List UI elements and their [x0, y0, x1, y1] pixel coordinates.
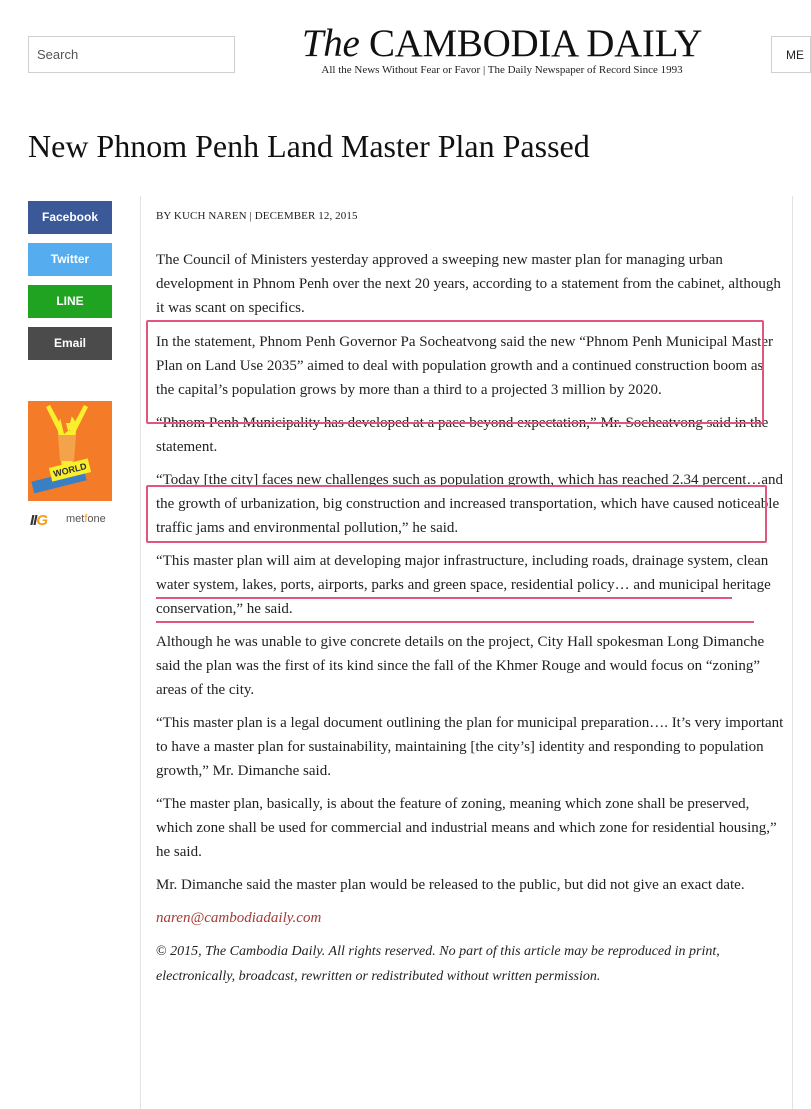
article-headline: New Phnom Penh Land Master Plan Passed	[28, 128, 590, 164]
paragraph: “This master plan is a legal document outlining the plan for municipal preparation…. It’s very important to have a master plan for sustainability, maintaining [the city’s] identity and responding to population growth,” Mr. Dimanche said.	[156, 715, 784, 779]
search-input[interactable]	[29, 37, 234, 72]
metfone-end: one	[87, 513, 106, 525]
sponsor-metfone-logo[interactable]	[66, 513, 106, 525]
metfone-accent: f	[84, 513, 88, 525]
search-box[interactable]	[28, 36, 235, 73]
masthead-logo[interactable]	[296, 22, 708, 66]
paragraph: “The master plan, basically, is about the feature of zoning, meaning which zone shall be preserved, which zone shall be used for commercial and industrial means and which zone for residential housing,” he said.	[156, 796, 777, 860]
iig-main: II	[30, 512, 37, 529]
masthead-tagline: All the News Without Fear or Favor | The Daily Newspaper of Record Since 1993	[321, 64, 683, 76]
copyright-symbol: ©	[156, 944, 167, 959]
sidebar-ad[interactable]	[28, 401, 112, 501]
share-line-button[interactable]: LINE	[28, 285, 112, 318]
article-body	[156, 210, 784, 989]
share-email-button[interactable]: Email	[28, 327, 112, 360]
divider-right	[792, 196, 793, 1109]
paragraph: In the statement, Phnom Penh Governor Pa Socheatvong said the new “Phnom Penh Municipal Master Plan on Land Use 2035” aimed to deal with population growth and a continued construction boom as the capital’s population grows by more than a third to a projected 3 million by 2020.	[156, 334, 773, 398]
paragraph: Although he was unable to give concrete details on the project, City Hall spokesman Long Dimanche said the plan was the first of its kind since the fall of the Khmer Rouge and would focus on “zoning” areas of the city.	[156, 634, 765, 698]
paragraph: Mr. Dimanche said the master plan would be released to the public, but did not give an exact date.	[156, 877, 745, 893]
menu-button[interactable]: ME	[771, 36, 811, 73]
ad-world-text: WORLD	[49, 458, 91, 481]
iig-accent: G	[36, 512, 48, 529]
paragraph: “This master plan will aim at developing major infrastructure, including roads, drainage system, clean water system, lakes, ports, airports, parks and green space, residential policy… and municipal heritage conservation,” he said.	[156, 553, 771, 617]
paragraph: “Today [the city] faces new challenges such as population growth, which has reached 2.34 percent…and the growth of urbanization, big construction and increased transportation, which have caused noticeable traffic jams and environmental pollution,” he said.	[156, 472, 784, 536]
share-facebook-button[interactable]: Facebook	[28, 201, 112, 234]
sponsor-iig-logo[interactable]	[30, 512, 47, 529]
copyright-text: 2015, The Cambodia Daily. All rights reserved. No part of this article may be reproduced in print, electronically, broadcast, rewritten or redistributed without written permission.	[156, 944, 720, 984]
share-twitter-button[interactable]: Twitter	[28, 243, 112, 276]
logo-name: CAMBODIA DAILY	[368, 22, 703, 65]
divider-left	[140, 196, 141, 1109]
paragraph: The Council of Ministers yesterday approved a sweeping new master plan for managing urban development in Phnom Penh over the next 20 years, according to a statement from the cabinet, although it was scant on specifics.	[156, 252, 781, 316]
masthead[interactable]	[296, 22, 708, 76]
copyright-notice	[156, 939, 784, 989]
logo-the: The	[301, 22, 360, 65]
byline: BY KUCH NAREN | DECEMBER 12, 2015	[156, 210, 358, 222]
author-email-link[interactable]: naren@cambodiadaily.com	[156, 910, 322, 926]
metfone-main: met	[66, 513, 85, 525]
paragraph: “Phnom Penh Municipality has developed at a pace beyond expectation,” Mr. Socheatvong said in the statement.	[156, 415, 769, 455]
